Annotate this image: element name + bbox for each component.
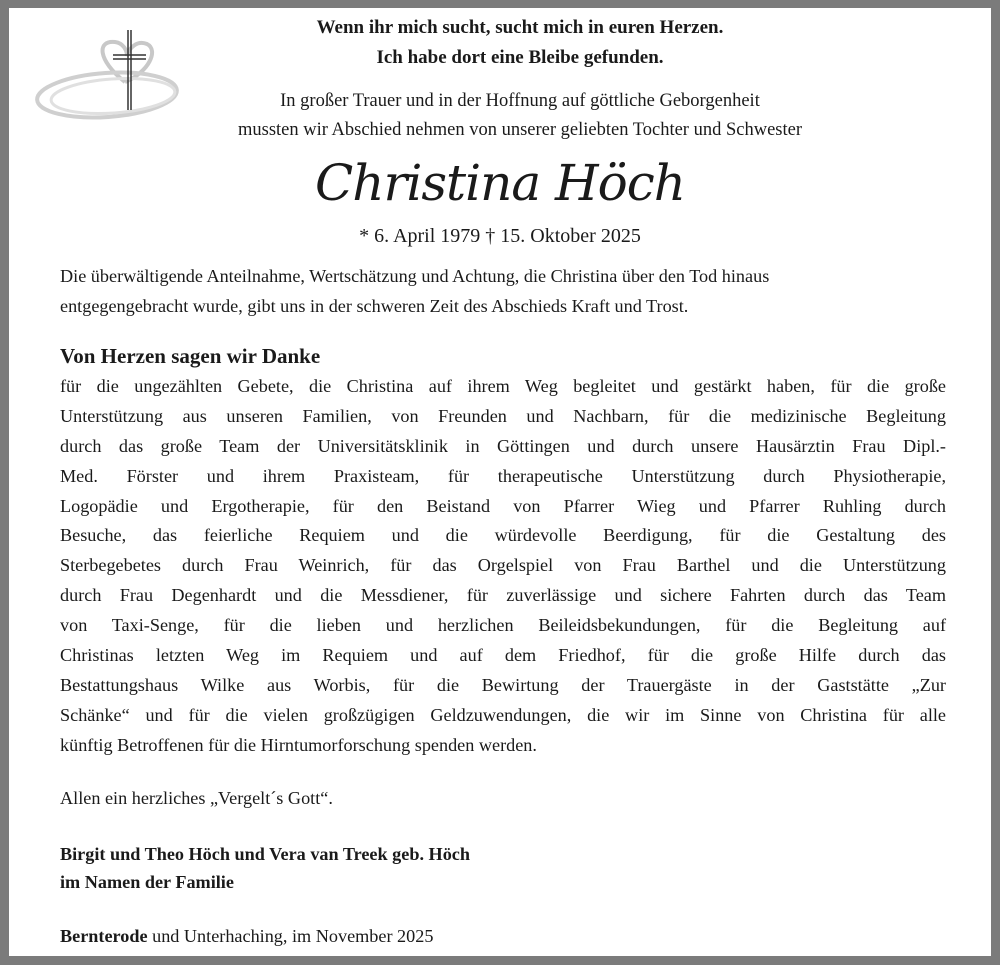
body-line: durch Frau Degenhardt und die Messdiener, für zuverlässige und sichere Fahrten durch das Team — [60, 585, 946, 606]
body-line: Schänke“ und für die vielen großzügigen Geldzuwendungen, die wir im Sinne von Christina für alle — [60, 704, 946, 725]
signature-line-1: Birgit und Theo Höch und Vera van Treek geb. Höch — [60, 844, 470, 864]
signature-line-2: im Namen der Familie — [60, 872, 234, 892]
section-heading: Von Herzen sagen wir Danke — [60, 344, 321, 368]
place-date-text: und Unterhaching, im November 2025 — [147, 926, 434, 946]
body-line: Unterstützung aus unseren Familien, von Freunden und Nachbarn, für die medizinische Begleitung — [60, 405, 946, 426]
motto-line-2: Ich habe dort eine Bleibe gefunden. — [376, 47, 664, 68]
paragraph-line: entgegengebracht wurde, gibt uns in der schweren Zeit des Abschieds Kraft und Trost. — [60, 295, 689, 316]
body-line: Med. Förster und ihrem Praxisteam, für therapeutische Unterstützung durch Physiotherapie, — [60, 465, 946, 486]
thanks-body — [60, 372, 946, 761]
intro-line-2: mussten wir Abschied nehmen von unserer geliebten Tochter und Schwester — [237, 120, 802, 140]
body-line: künftig Betroffenen für die Hirntumorforschung spenden werden. — [60, 734, 537, 755]
body-line: durch das große Team der Universitätsklinik in Göttingen und durch unsere Hausärztin Frau Dipl.- — [60, 435, 946, 456]
place-name: Bernterode — [60, 926, 148, 946]
body-line: von Taxi-Senge, für die lieben und herzlichen Beileidsbekundungen, für die Begleitung auf — [60, 615, 946, 636]
closing-line: Allen ein herzliches „Vergelt´s Gott“. — [60, 788, 333, 808]
body-line: Bestattungshaus Wilke aus Worbis, für die Bewirtung der Trauergäste in der Gaststätte „Zur — [60, 674, 946, 695]
life-dates: * 6. April 1979 † 15. Oktober 2025 — [359, 225, 641, 247]
paragraph-line: Die überwältigende Anteilnahme, Wertschätzung und Achtung, die Christina über den Tod hinaus — [60, 266, 770, 286]
deceased-name: Christina Höch — [315, 154, 685, 212]
body-line: Sterbegebetes durch Frau Weinrich, für das Orgelspiel von Frau Barthel und die Unterstützung — [60, 555, 946, 576]
body-line: für die ungezählten Gebete, die Christina auf ihrem Weg begleitet und gestärkt haben, für die große — [60, 376, 946, 396]
place-date — [60, 926, 946, 947]
intro-line-1: In großer Trauer und in der Hoffnung auf göttliche Geborgenheit — [280, 91, 760, 111]
gratitude-paragraph — [60, 262, 946, 322]
body-line: Logopädie und Ergotherapie, für den Beistand von Pfarrer Wieg und Pfarrer Ruhling durch — [60, 495, 946, 516]
body-line: Christinas letzten Weg im Requiem und auf dem Friedhof, für die große Hilfe durch das — [60, 645, 946, 666]
motto-line-1: Wenn ihr mich sucht, sucht mich in euren Herzen. — [316, 17, 724, 38]
body-line: Besuche, das feierliche Requiem und die würdevolle Beerdigung, für die Gestaltung des — [60, 525, 946, 546]
obituary-notice — [9, 8, 991, 956]
